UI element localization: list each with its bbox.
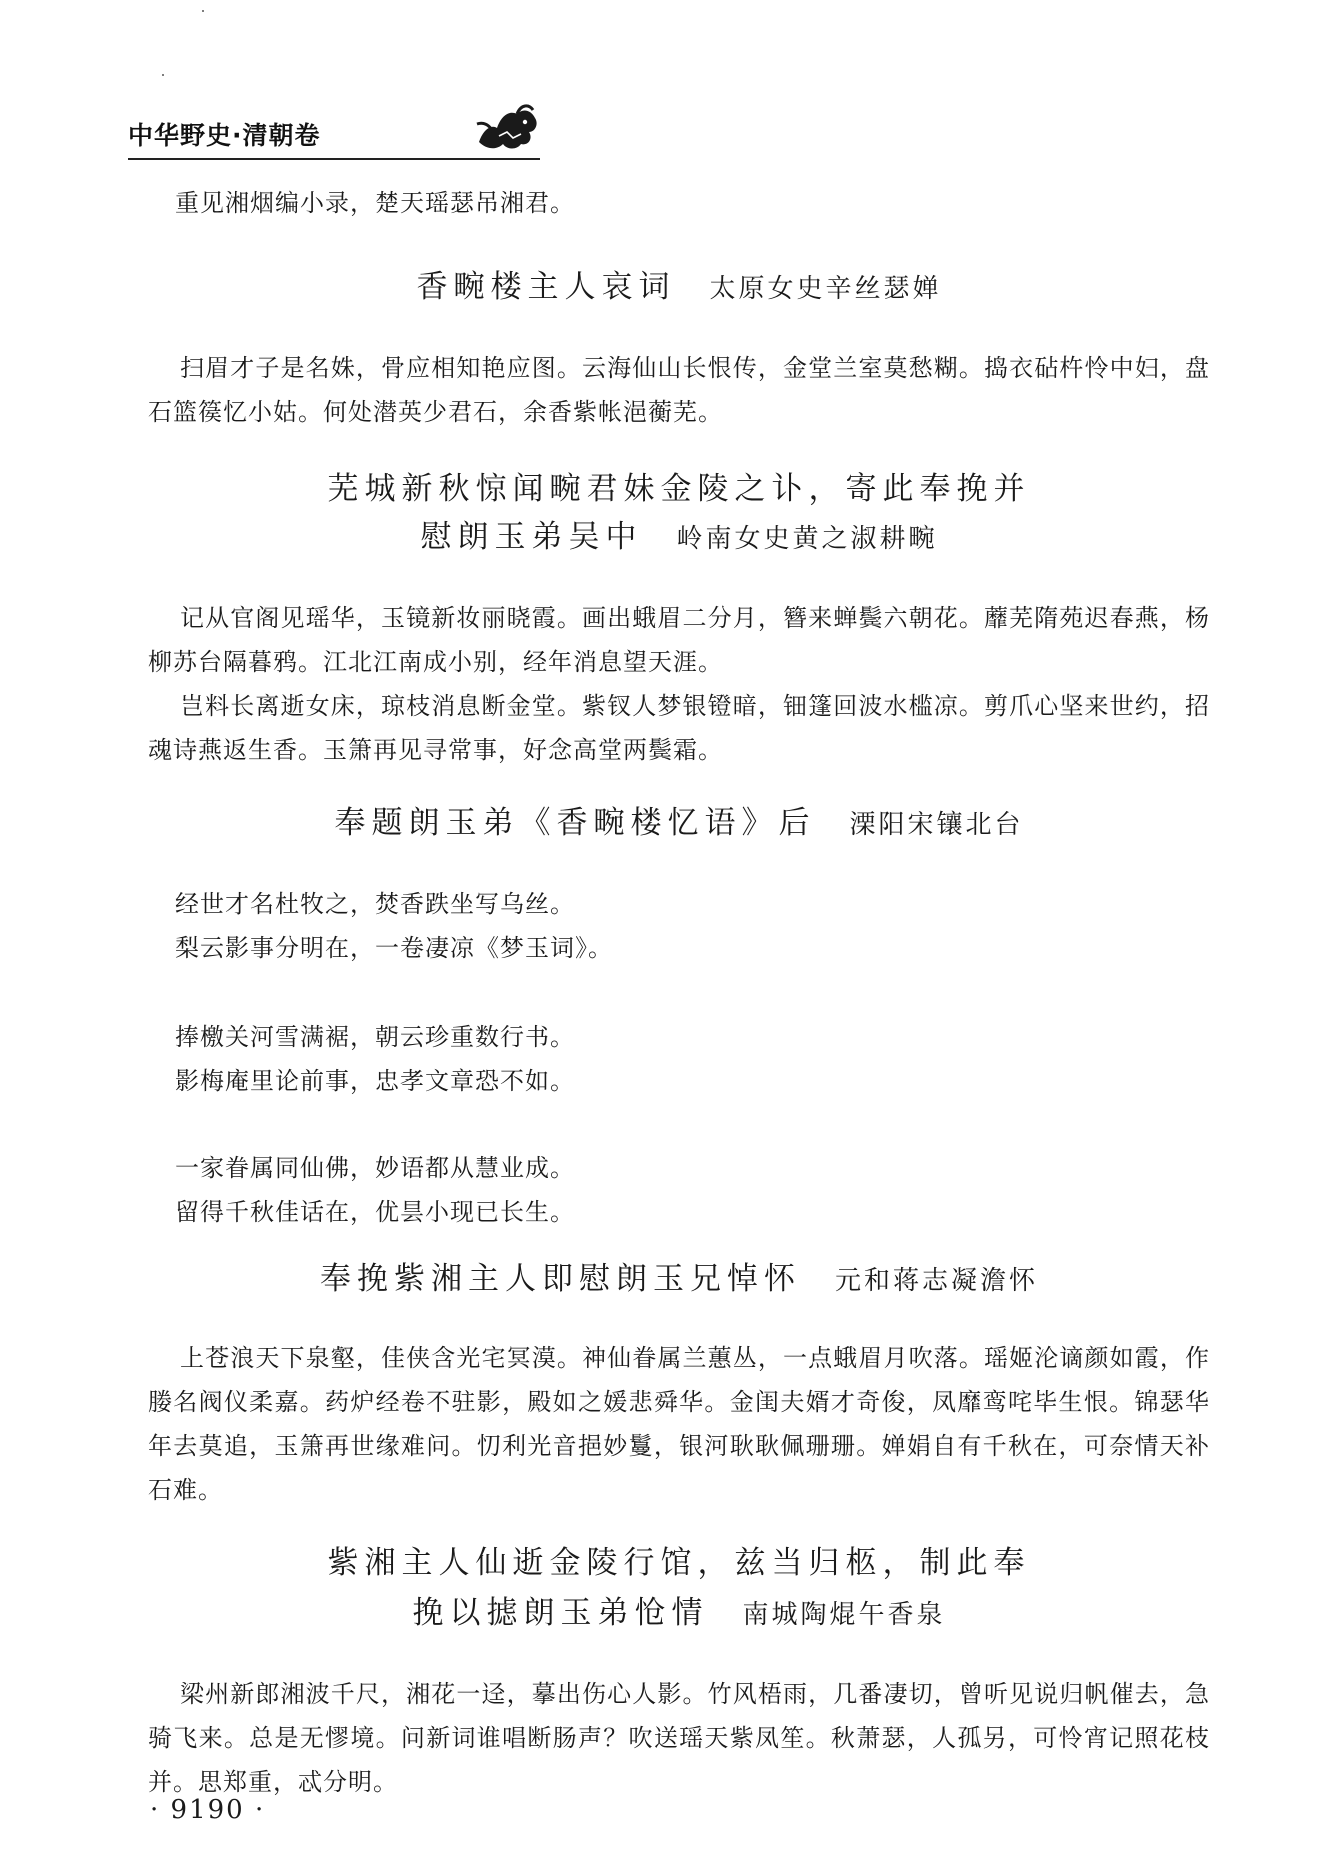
poem-heading-2-line-2 xyxy=(148,514,1210,562)
dragon-emblem-icon xyxy=(473,102,543,154)
heading-author: 太原女史辛丝瑟婵 xyxy=(709,274,942,304)
heading-title: 挽以摅朗玉弟怆情 xyxy=(412,1595,709,1631)
intro-line: 重见湘烟编小录，楚天瑶瑟吊湘君。 xyxy=(175,189,575,217)
scan-speck xyxy=(202,10,204,12)
heading-title: 奉题朗玉弟《香畹楼忆语》后 xyxy=(334,805,816,841)
heading-title: 香畹楼主人哀词 xyxy=(416,269,676,305)
poem-line: 影梅庵里论前事，忠孝文章恐不如。 xyxy=(175,1067,575,1095)
poem-line: 梨云影事分明在，一卷凄凉《梦玉词》。 xyxy=(175,934,613,962)
heading-author: 元和蒋志凝澹怀 xyxy=(834,1266,1038,1296)
book-title: 中华野史·清朝卷 xyxy=(128,121,321,150)
poem-heading-5-line-1: 紫湘主人仙逝金陵行馆，兹当归柩，制此奉 xyxy=(327,1545,1031,1581)
heading-author: 南城陶焜午香泉 xyxy=(742,1600,946,1630)
poem-heading-5-line-2 xyxy=(148,1590,1210,1638)
heading-author: 溧阳宋镶北台 xyxy=(849,810,1024,840)
page-number: · 9190 · xyxy=(150,1795,266,1825)
heading-author: 岭南女史黄之淑耕畹 xyxy=(676,524,938,554)
paragraph-2a: 记从官阁见瑶华，玉镜新妆丽晓霞。画出蛾眉二分月，簪来蝉鬓六朝花。蘼芜隋苑迟春燕，杨柳苏台隔暮鸦。江北江南成小别，经年消息望天涯。 xyxy=(148,604,1210,676)
poem-heading-1 xyxy=(148,264,1210,312)
poem-line: 经世才名杜牧之，焚香跌坐写乌丝。 xyxy=(175,890,575,918)
heading-title: 慰朗玉弟吴中 xyxy=(420,519,643,555)
poem-heading-4 xyxy=(148,1256,1210,1304)
poem-line: 一家眷属同仙佛，妙语都从慧业成。 xyxy=(175,1154,575,1182)
paragraph-1: 扫眉才子是名姝，骨应相知艳应图。云海仙山长恨传，金堂兰室莫愁糊。捣衣砧杵怜中妇，盘石篮篌忆小姑。何处潜英少君石，余香紫帐浥蘅芜。 xyxy=(148,354,1210,426)
paragraph-4: 上苍浪天下泉壑，佳侠含光宅冥漠。神仙眷属兰蕙丛，一点蛾眉月吹落。瑶姬沦谪颜如霞，作媵名阀仪柔嘉。药炉经卷不驻影，殿如之媛悲舜华。金闺夫婿才奇俊，凤靡鸾咤毕生恨。锦瑟华年去莫追，玉箫再世缘难问。忉利光音挹妙鬘，银河耿耿佩珊珊。婵娟自有千秋在，可奈情天补石难。 xyxy=(148,1344,1210,1504)
heading-title: 奉挽紫湘主人即慰朗玉兄悼怀 xyxy=(319,1261,801,1297)
running-header xyxy=(128,108,540,160)
poem-line: 留得千秋佳话在，优昙小现已长生。 xyxy=(175,1198,575,1226)
poem-heading-2-line-1: 芜城新秋惊闻畹君妹金陵之讣，寄此奉挽并 xyxy=(327,471,1031,507)
poem-heading-3 xyxy=(148,800,1210,848)
scan-speck xyxy=(162,74,164,76)
paragraph-5: 梁州新郎湘波千尺，湘花一迳，摹出伤心人影。竹风梧雨，几番凄切，曾听见说归帆催去，急骑飞来。总是无憀境。问新词谁唱断肠声？吹送瑶天紫凤笙。秋萧瑟，人孤另，可怜宵记照花枝并。思郑重，忒分明。 xyxy=(148,1680,1210,1796)
poem-line: 捧檄关河雪满裾，朝云珍重数行书。 xyxy=(175,1023,575,1051)
paragraph-2b: 岂料长离逝女床，琼枝消息断金堂。紫钗人梦银镫暗，钿篷回波水槛凉。剪爪心坚来世约，招魂诗燕返生香。玉箫再见寻常事，好念高堂两鬓霜。 xyxy=(148,692,1210,764)
